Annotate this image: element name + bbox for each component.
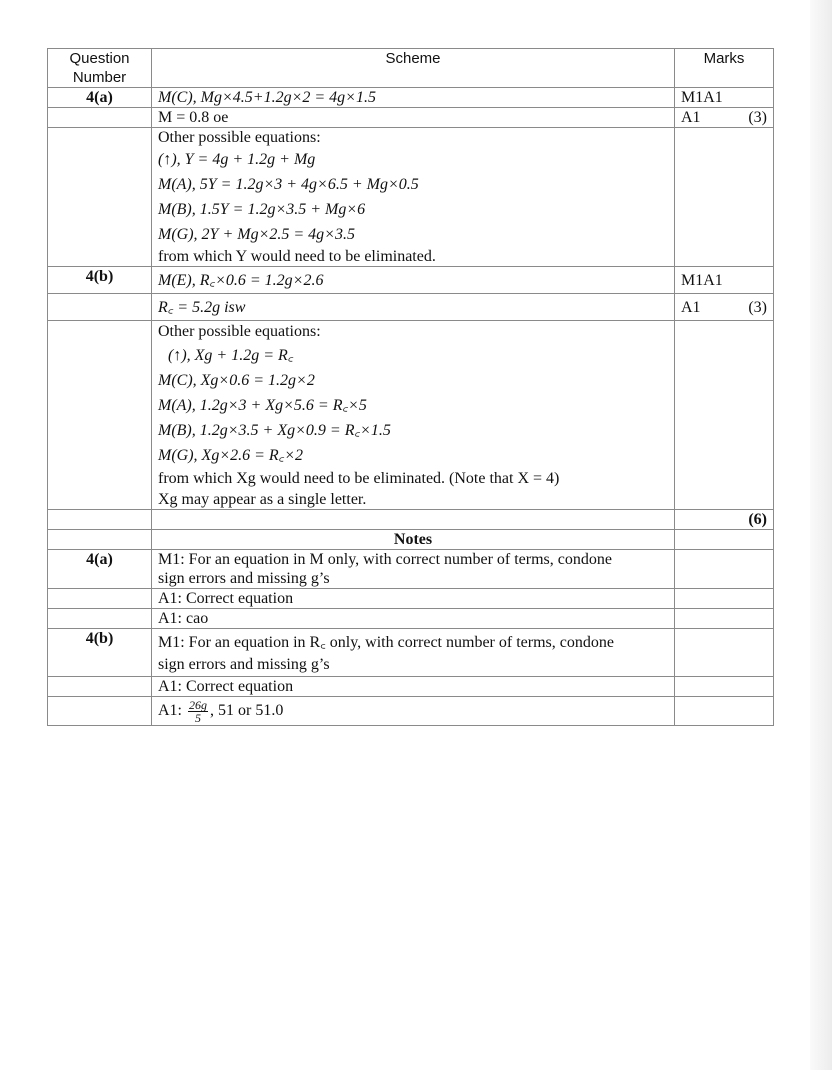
q4a-line1-marks: M1A1 bbox=[675, 88, 774, 108]
q4a-other-equations bbox=[152, 128, 675, 267]
q4b-other-eq-1: (↑), Xg + 1.2g = R꜀ bbox=[168, 347, 294, 364]
notes-4b-a1: A1: Correct equation bbox=[152, 677, 675, 697]
q4b-other-note-2: Xg may appear as a single letter. bbox=[158, 491, 367, 508]
notes-title: Notes bbox=[152, 530, 675, 550]
notes-4b-m1-line2: sign errors and missing g’s bbox=[158, 656, 330, 673]
q4b-line1-row bbox=[48, 267, 774, 294]
marks-header: Marks bbox=[675, 49, 774, 88]
q4b-line1: M(E), R꜀×0.6 = 1.2g×2.6 bbox=[152, 267, 675, 294]
notes-4b-a2-prefix: A1: bbox=[158, 701, 182, 719]
q4a-line1-row bbox=[48, 88, 774, 108]
q4a-subtotal: (3) bbox=[748, 109, 767, 126]
q4a-line2: M = 0.8 oe bbox=[152, 108, 675, 128]
scheme-header: Scheme bbox=[152, 49, 675, 88]
q4b-other-eq-5: M(G), Xg×2.6 = R꜀×2 bbox=[158, 447, 304, 464]
q4b-other-equations bbox=[152, 321, 675, 510]
q4a-other-eq-2: M(A), 5Y = 1.2g×3 + 4g×6.5 + Mg×0.5 bbox=[158, 176, 419, 193]
q4b-other-eq-4: M(B), 1.2g×3.5 + Xg×0.9 = R꜀×1.5 bbox=[158, 422, 391, 439]
total-marks: (6) bbox=[675, 510, 774, 530]
notes-4b-a2-fraction bbox=[188, 699, 208, 724]
notes-4a-a1-row bbox=[48, 589, 774, 609]
q4a-label: 4(a) bbox=[48, 88, 152, 108]
q4b-line1-marks: M1A1 bbox=[675, 267, 774, 294]
notes-4a-a2-row bbox=[48, 609, 774, 629]
notes-4a-a2: A1: cao bbox=[152, 609, 675, 629]
notes-4b-a2-suffix: , 51 or 51.0 bbox=[210, 701, 284, 719]
notes-4a-m1-line2: sign errors and missing g’s bbox=[158, 570, 330, 587]
notes-4b-m1-line1: M1: For an equation in R꜀ only, with correct number of terms, condone bbox=[158, 634, 614, 651]
q4b-other-note-1: from which Xg would need to be eliminated. (Note that X = 4) bbox=[158, 470, 560, 487]
q4b-line2-row bbox=[48, 294, 774, 321]
question-number-header: Question Number bbox=[48, 49, 152, 88]
notes-4b-label: 4(b) bbox=[48, 629, 152, 677]
q4a-line2-marks bbox=[675, 108, 774, 128]
q4a-line2-row bbox=[48, 108, 774, 128]
total-row bbox=[48, 510, 774, 530]
q4b-other-title: Other possible equations: bbox=[158, 323, 321, 340]
fraction-denominator: 5 bbox=[195, 710, 201, 725]
q4b-other-eq-2: M(C), Xg×0.6 = 1.2g×2 bbox=[158, 372, 315, 389]
notes-4b-m1 bbox=[152, 629, 675, 677]
fraction-numerator: 26g bbox=[189, 697, 207, 712]
q4b-line2: R꜀ = 5.2g isw bbox=[152, 294, 675, 321]
notes-title-row bbox=[48, 530, 774, 550]
q4b-line2-mark: A1 bbox=[681, 298, 701, 316]
notes-4b-a2-row bbox=[48, 697, 774, 726]
notes-4a-a1: A1: Correct equation bbox=[152, 589, 675, 609]
notes-4b-m1-row bbox=[48, 629, 774, 677]
q4a-other-eq-3: M(B), 1.5Y = 1.2g×3.5 + Mg×6 bbox=[158, 201, 366, 218]
q4a-other-row bbox=[48, 128, 774, 267]
header-row bbox=[48, 49, 774, 88]
q4b-other-row bbox=[48, 321, 774, 510]
q4a-other-eq-1: (↑), Y = 4g + 1.2g + Mg bbox=[158, 151, 316, 168]
mark-scheme-table bbox=[47, 48, 774, 726]
q4a-other-title: Other possible equations: bbox=[158, 129, 321, 146]
q4a-other-note: from which Y would need to be eliminated. bbox=[158, 248, 436, 265]
notes-4a-label: 4(a) bbox=[48, 550, 152, 589]
q4a-line1: M(C), Mg×4.5+1.2g×2 = 4g×1.5 bbox=[152, 88, 675, 108]
q4b-label: 4(b) bbox=[48, 267, 152, 294]
notes-4a-m1 bbox=[152, 550, 675, 589]
notes-4a-m1-row bbox=[48, 550, 774, 589]
notes-4a-m1-line1: M1: For an equation in M only, with correct number of terms, condone bbox=[158, 551, 612, 568]
q4a-line2-mark: A1 bbox=[681, 109, 701, 126]
q4a-other-eq-4: M(G), 2Y + Mg×2.5 = 4g×3.5 bbox=[158, 226, 355, 243]
q4b-line2-marks bbox=[675, 294, 774, 321]
notes-4b-a1-row bbox=[48, 677, 774, 697]
page-edge-shadow bbox=[810, 0, 832, 1070]
q4b-other-eq-3: M(A), 1.2g×3 + Xg×5.6 = R꜀×5 bbox=[158, 397, 367, 414]
q4b-subtotal: (3) bbox=[748, 298, 767, 316]
notes-4b-a2 bbox=[152, 697, 675, 726]
